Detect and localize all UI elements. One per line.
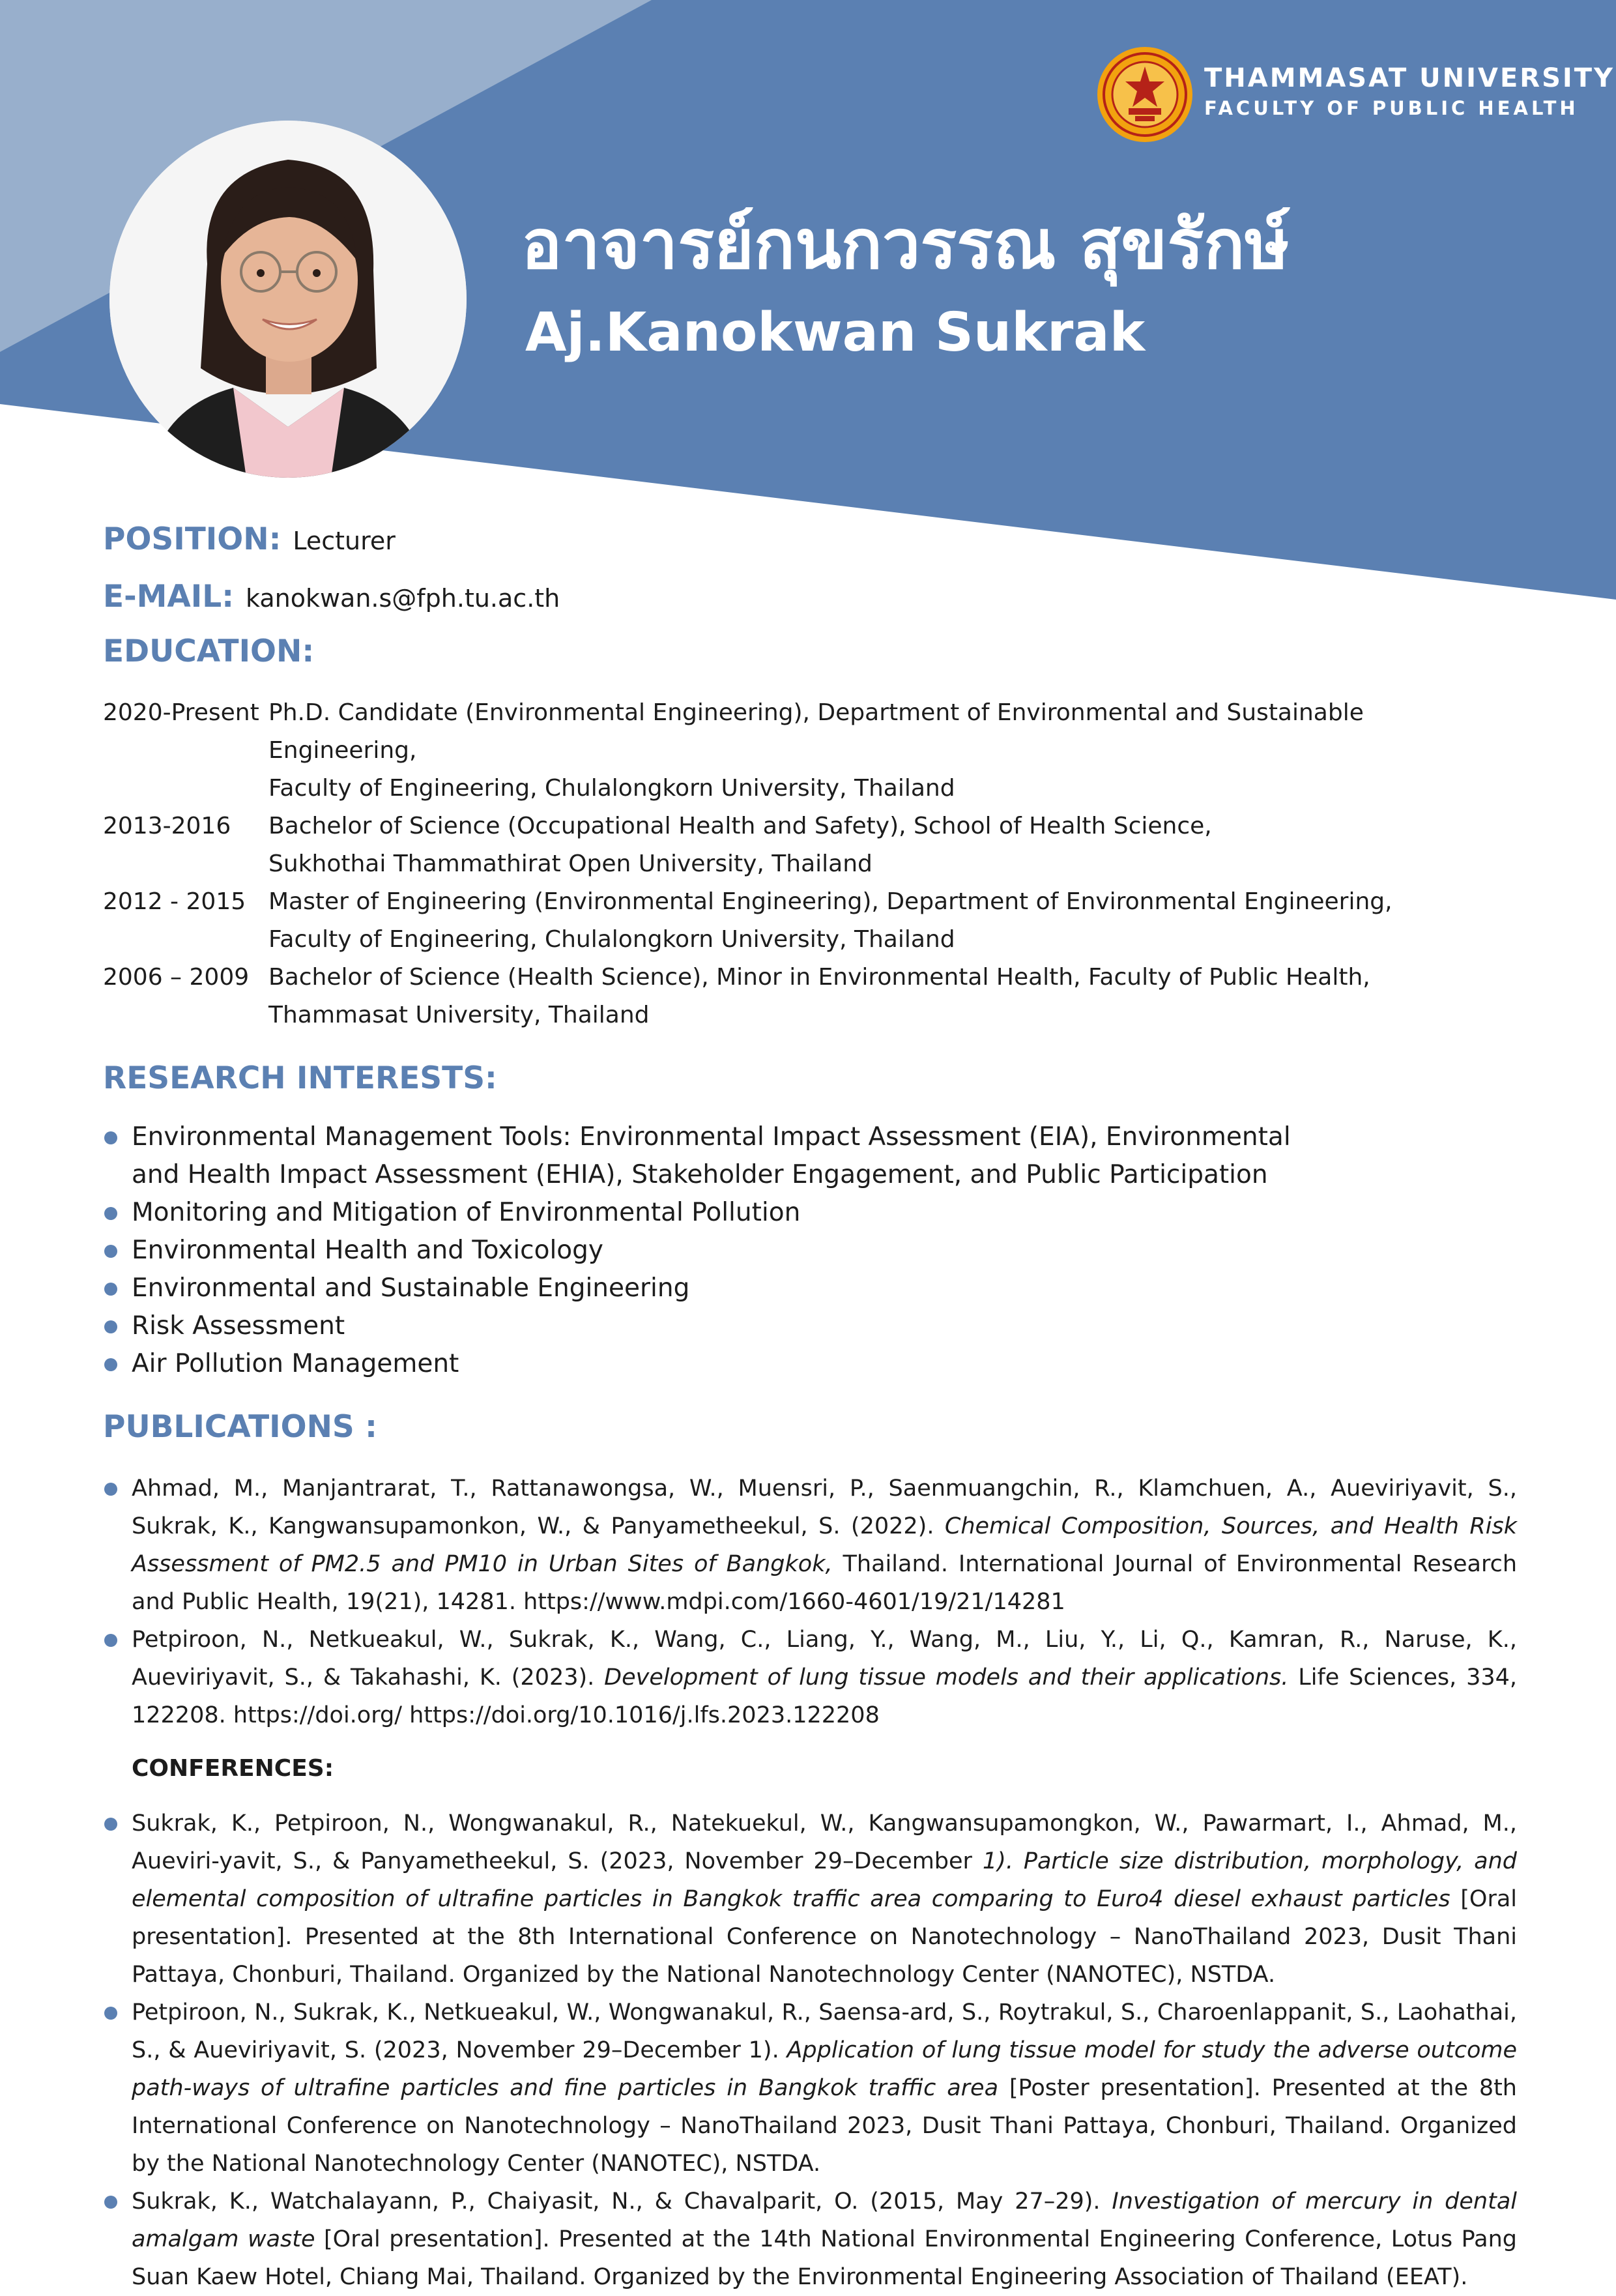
research-list — [103, 1118, 1517, 1383]
citation-source: [Oral presentation]. Presented at the 14th National Environmental Engineering Conference, Lotus Pang Suan Kaew Hotel, Chiang Mai, Thailand. Organized by the Environmental Engineering Association of Thailand (EEAT). — [132, 2226, 1517, 2290]
education-line: Sukhothai Thammathirat Open University, Thailand — [268, 850, 873, 877]
citation-title: 1). Particle size distribution, morphology, and elemental composition of ultrafine particles in Bangkok traffic area comparing to Euro4 diesel exhaust particles — [132, 1848, 1517, 1912]
name-thai: อาจารย์กนกวรรณ สุขรักษ์ — [521, 205, 1290, 284]
citation-authors: Sukrak, K., Watchalayann, P., Chaiyasit, N., & Chavalparit, O. (2015, May 27–29). — [132, 2188, 1112, 2215]
research-item — [103, 1345, 1517, 1383]
education-item — [103, 807, 1517, 883]
citation-authors: Petpiroon, N., Netkueakul, W., Sukrak, K., Wang, C., Liang, Y., Wang, M., Liu, Y., Li, Q., Kamran, R., Naruse, K., Aueviriyavit, S., & Takahashi, K. (2023). — [132, 1627, 1517, 1691]
university-name: THAMMASAT UNIVERSITY — [1204, 63, 1615, 93]
citation-source: [Poster presentation]. Presented at the 8th International Conference on Nanotechnology – NanoThailand 2023, Dusit Thani Pattaya, Chonburi, Thailand. Organized by the National Nanotechnology Center (NANOTEC), NSTDA. — [132, 2075, 1517, 2177]
education-list — [103, 694, 1517, 1034]
conferences-heading: CONFERENCES: — [132, 1755, 334, 1782]
conference-item — [103, 1805, 1517, 1994]
education-desc — [268, 959, 1517, 1034]
education-item — [103, 883, 1517, 959]
citation-authors: Sukrak, K., Petpiroon, N., Wongwanakul, R., Natekuekul, W., Kangwansupamongkon, W., Pawarmart, I., Ahmad, M., Aueviri-yavit, S., & Panyametheekul, S. (2023, November 29–December — [132, 1810, 1517, 1874]
education-line: Ph.D. Candidate (Environmental Engineering), Department of Environmental and Sustainable Engineering, — [268, 699, 1364, 764]
name-english: Aj.Kanokwan Sukrak — [525, 302, 1146, 364]
education-item — [103, 959, 1517, 1034]
education-years: 2013-2016 — [103, 813, 231, 839]
email-value[interactable]: kanokwan.s@fph.tu.ac.th — [246, 584, 560, 613]
citation-title: Investigation of mercury in dental amalgam waste — [132, 2188, 1517, 2252]
education-item — [103, 694, 1517, 807]
research-line: Risk Assessment — [132, 1311, 345, 1341]
research-item — [103, 1118, 1517, 1194]
publications-heading: PUBLICATIONS : — [103, 1409, 377, 1445]
publication-list — [103, 1470, 1517, 1734]
research-item — [103, 1307, 1517, 1345]
research-line: Environmental and Sustainable Engineering — [132, 1273, 690, 1303]
education-line: Bachelor of Science (Occupational Health and Safety), School of Health Science, — [268, 813, 1212, 839]
position-label: POSITION: — [103, 521, 281, 557]
education-years: 2012 - 2015 — [103, 888, 246, 915]
conference-item — [103, 2183, 1517, 2296]
citation-authors: Petpiroon, N., Sukrak, K., Netkueakul, W., Wongwanakul, R., Saensa-ard, S., Roytrakul, S., Charoenlappanit, S., Laohathai, S., & Aueviriyavit, S. (2023, November 29–December 1). — [132, 1999, 1517, 2063]
education-years: 2020-Present — [103, 699, 259, 726]
education-line: Master of Engineering (Environmental Engineering), Department of Environmental Engineering, — [268, 888, 1392, 915]
education-heading: EDUCATION: — [103, 633, 315, 669]
education-line: Thammasat University, Thailand — [268, 1002, 650, 1028]
education-desc — [268, 807, 1517, 883]
faculty-name: FACULTY OF PUBLIC HEALTH — [1204, 97, 1579, 119]
citation-authors: Ahmad, M., Manjantrarat, T., Rattanawongsa, W., Muensri, P., Saenmuangchin, R., Klamchuen, A., Aueviriyavit, S., Sukrak, K., Kangwansupamonkon, W., & Panyametheekul, S. (2022). — [132, 1475, 1517, 1539]
citation-title: Chemical Composition, Sources, and Health Risk Assessment of PM2.5 and PM10 in Urban Sites of Bangkok, — [132, 1513, 1517, 1577]
education-line: Faculty of Engineering, Chulalongkorn University, Thailand — [268, 775, 955, 802]
position-value: Lecturer — [293, 527, 396, 555]
publication-item — [103, 1470, 1517, 1621]
email-row — [103, 579, 1517, 636]
research-item — [103, 1270, 1517, 1307]
research-heading: RESEARCH INTERESTS: — [103, 1060, 497, 1096]
profile-photo — [109, 121, 467, 478]
research-line: Environmental Health and Toxicology — [132, 1236, 603, 1265]
research-line: Air Pollution Management — [132, 1349, 459, 1378]
citation-source: Thailand. International Journal of Environmental Research and Public Health, 19(21), 14281. https://www.mdpi.com/1660-4601/19/21/14281 — [132, 1551, 1517, 1615]
thammasat-seal-icon — [1096, 46, 1194, 143]
citation-title: Application of lung tissue model for study the adverse outcome path-ways of ultrafine particles and fine particles in Bangkok traffic area — [132, 2037, 1517, 2101]
conference-item — [103, 1994, 1517, 2183]
position-row — [103, 521, 1517, 579]
research-line: Environmental Management Tools: Environmental Impact Assessment (EIA), Environmental — [132, 1122, 1291, 1152]
research-line: and Health Impact Assessment (EHIA), Stakeholder Engagement, and Public Participation — [132, 1160, 1268, 1189]
email-label: E-MAIL: — [103, 579, 234, 615]
education-desc — [268, 694, 1517, 807]
education-desc — [268, 883, 1517, 959]
citation-source: Life Sciences, 334, 122208. https://doi.org/ https://doi.org/10.1016/j.lfs.2023.122208 — [132, 1664, 1517, 1728]
education-line: Bachelor of Science (Health Science), Minor in Environmental Health, Faculty of Public Health, — [268, 964, 1370, 991]
research-item — [103, 1232, 1517, 1270]
publication-item — [103, 1621, 1517, 1734]
conference-list — [103, 1805, 1517, 2296]
citation-source: [Oral presentation]. Presented at the 8th International Conference on Nanotechnology – NanoThailand 2023, Dusit Thani Pattaya, Chonburi, Thailand. Organized by the National Nanotechnology Center (NANOTEC), NSTDA. — [132, 1886, 1517, 1988]
research-item — [103, 1194, 1517, 1232]
education-years: 2006 – 2009 — [103, 964, 250, 991]
citation-title: Development of lung tissue models and their applications. — [604, 1664, 1289, 1691]
cv-content — [103, 521, 1517, 2296]
research-line: Monitoring and Mitigation of Environmental Pollution — [132, 1198, 801, 1227]
education-line: Faculty of Engineering, Chulalongkorn University, Thailand — [268, 926, 955, 953]
